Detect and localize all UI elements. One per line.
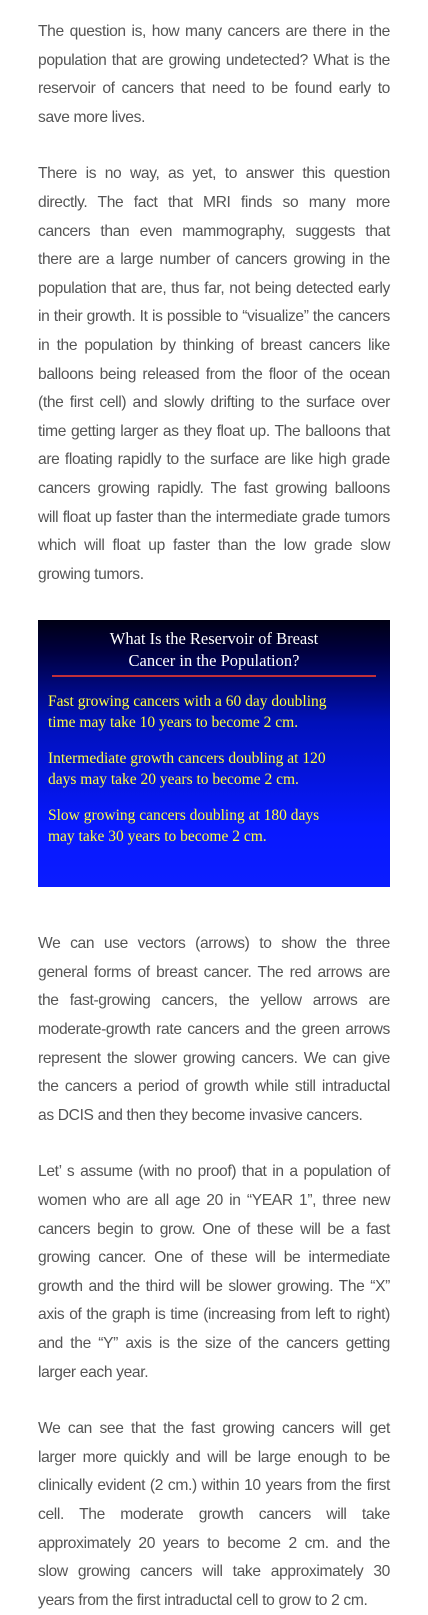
slide-title-line-2: Cancer in the Population? (128, 651, 300, 671)
paragraph-conclusion: We can see that the fast growing cancers will get larger more quickly and will be large enough to be clinically evident (2 cm.) within 10 years from the first cell. The moderate growth cancers will take approximately 20 years to become 2 cm. and the slow growing cancers will take approximately 30 years from the first intraductal cell to grow to 2 cm. (38, 1420, 390, 1609)
slide-item-fast-line-2: time may take 10 years to become 2 cm. (48, 714, 299, 732)
paragraph-question: The question is, how many cancers are there in the population that are growing undetected? What is the reservoir of cancers that need to be found early to save more lives. (38, 23, 390, 126)
slide-title (48, 628, 380, 672)
slide-title-line-1: What Is the Reservoir of Breast (109, 629, 319, 649)
slide-item-slow (48, 805, 380, 847)
slide-item-slow-line-2: may take 30 years to become 2 cm. (48, 828, 267, 846)
paragraph-vectors: We can use vectors (arrows) to show the three general forms of breast cancer. The red arrows are the fast-growing cancers, the yellow arrows are moderate-growth rate cancers and the green arrows represent the slower growing cancers. We can give the cancers a period of growth while still intraductal as DCIS and then they become invasive cancers. (38, 935, 390, 1124)
slide-item-intermediate-line-2: days may take 20 years to become 2 cm. (48, 771, 299, 789)
reservoir-slide-image (38, 620, 390, 887)
paragraph-assumption: Let’ s assume (with no proof) that in a population of women who are all age 20 in “YEAR 1”, three new cancers begin to grow. One of these will be a fast growing cancer. One of these will be intermediate growth and the third will be slower growing. The “X” axis of the graph is time (increasing from left to right) and the “Y” axis is the size of the cancers getting larger each year. (38, 1163, 390, 1381)
slide-title-underline (52, 675, 376, 677)
slide-item-fast (48, 691, 380, 733)
slide-item-intermediate (48, 748, 380, 790)
paragraph-balloon-analogy: There is no way, as yet, to answer this question directly. The fact that MRI finds so many more cancers than even mammography, suggests that there are a large number of cancers growing in the population that are, thus far, not being detected early in their growth. It is possible to “visualize” the cancers in the population by thinking of breast cancers like balloons being released from the floor of the ocean (the first cell) and slowly drifting to the surface over time getting larger as they float up. The balloons that are floating rapidly to the surface are like high grade cancers growing rapidly. The fast growing balloons will float up faster than the intermediate grade tumors which will float up faster than the low grade slow growing tumors. (38, 165, 390, 583)
slide-item-fast-line-1: Fast growing cancers with a 60 day doubling (48, 693, 327, 711)
slide-item-intermediate-line-1: Intermediate growth cancers doubling at 120 (48, 750, 326, 768)
slide-item-slow-line-1: Slow growing cancers doubling at 180 days (48, 807, 320, 825)
